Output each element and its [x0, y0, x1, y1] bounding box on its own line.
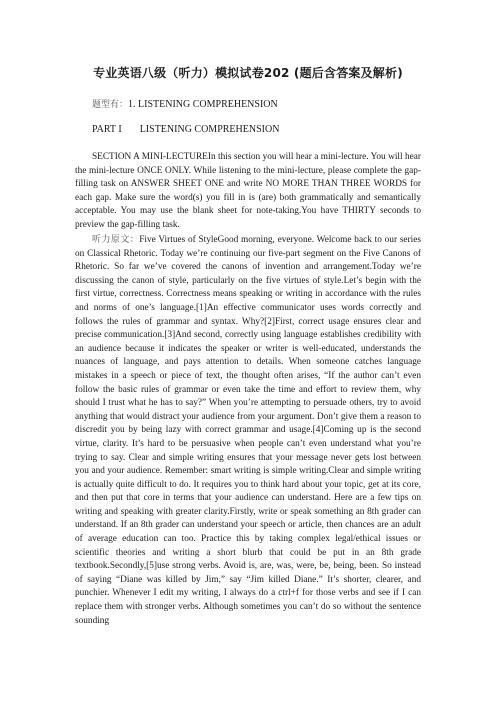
question-type-label: 题型有： — [92, 100, 129, 110]
part-heading — [92, 124, 279, 135]
part-name: LISTENING COMPREHENSION — [139, 124, 280, 135]
part-number: PART I — [92, 124, 122, 135]
question-type-line — [92, 97, 278, 110]
transcript-label: 听力原文： — [92, 235, 140, 245]
question-type-value: 1. LISTENING COMPREHENSION — [128, 99, 278, 110]
transcript-text: Five Virtues of StyleGood morning, everyone. Welcome back to our series on Classical Rhetoric. Today we’re continuing our five-part segment on the Five Canons of Rhetoric. So far we’ve covered the canons of invention and arrangement.Today we’re discussing the canon of style, particularly on the five virtues of style.Let’s begin with the first virtue, correctness. Correctness means speaking or writing in accordance with the rules and norms of one’s language.[1]An effective communicator uses words correctly and follows the rules of grammar and syntax. Why?[2]First, correct usage ensures clear and precise communication.[3]And second, correctly using language establishes credibility with an audience because it indicates the speaker or writer is well-educated, understands the nuances of language, and pays attention to details. When someone catches language mistakes in a speech or piece of text, the thought often arises, “If the author can’t even follow the basic rules of grammar or even take the time and effort to review them, why should I trust what he has to say?” When you’re attempting to persuade others, try to avoid anything that would distract your audience from your argument. Don’t give them a reason to discredit you by being lazy with correct grammar and usage.[4]Coming up is the second virtue, clarity. It’s hard to be persuasive when people can’t even understand what you’re trying to say. Clear and simple writing ensures that your message never gets lost between you and your audience. Remember: smart writing is simple writing.Clear and simple writing is actually quite difficult to do. It requires you to think hard about your topic, get at its core, and then put that core in terms that your audience can understand. Here are a few tips on writing and speaking with greater clarity.Firstly, write or speak something an 8th grader can understand. If an 8th grader can understand your speech or article, then chances are an adult of average education can too. Practice this by taking complex legal/ethical issues or scientific theories and writing a short blurb that could be put in an 8th grade textbook.Secondly,[5]use strong verbs. Avoid is, are, was, were, be, being, been. So instead of saying “Diane was killed by Jim,” say “Jim killed Diane.” It’s shorter, clearer, and punchier. Whenever I edit my writing, I always do a ctrl+f for those verbs and see if I can replace them with stronger verbs. Although sometimes you can’t do so without the sentence sounding — [75, 235, 421, 626]
section-a-instructions: SECTION A MINI-LECTUREIn this section you will hear a mini-lecture. You will hear the mini-lecture ONCE ONLY. While listening to the mini-lecture, please complete the gap-filling task on ANSWER SHEET ONE and write NO MORE THAN THREE WORDS for each gap. Make sure the word(s) you fill in is (are) both grammatically and semantically acceptable. You may use the blank sheet for note-taking.You have THIRTY seconds to preview the gap-filling task. — [75, 152, 421, 230]
transcript-paragraph — [75, 234, 421, 628]
document-title: 专业英语八级（听力）模拟试卷202 (题后含答案及解析) — [93, 66, 403, 80]
